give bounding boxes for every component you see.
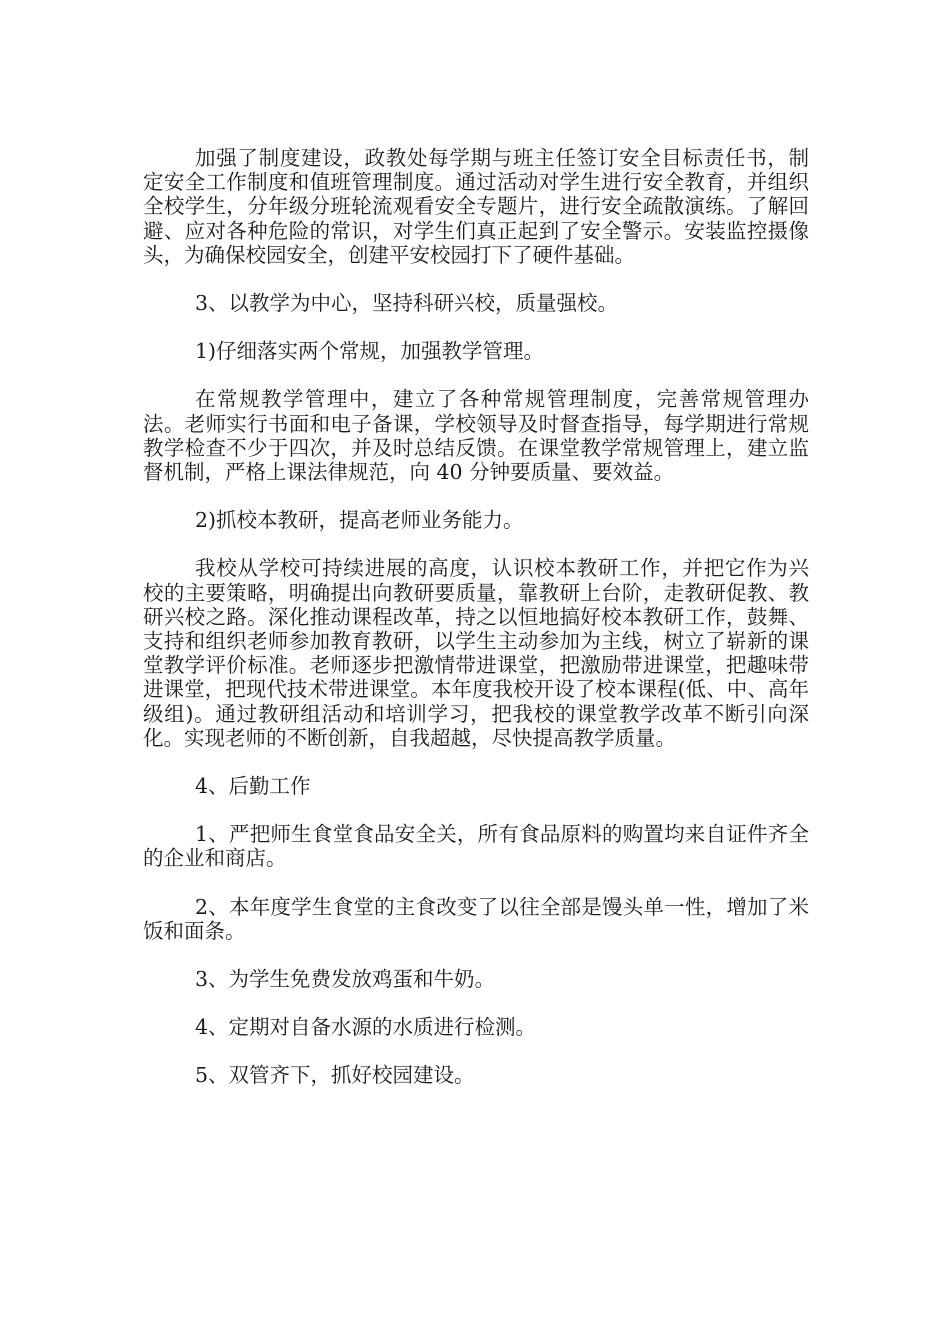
paragraph-routine-management: 在常规教学管理中，建立了各种常规管理制度，完善常规管理办法。老师实行书面和电子备课，学校领导及时督查指导，每学期进行常规教学检查不少于四次，并及时总结反馈。在课堂教学常规管理上，建立监督机制，严格上课法律规范，向 40 分钟要质量、要效益。 [143,387,809,485]
document-body [143,146,809,1112]
paragraph-school-research: 我校从学校可持续进展的高度，认识校本教研工作，并把它作为兴校的主要策略，明确提出向教研要质量，靠教研上台阶，走教研促教、教研兴校之路。深化推动课程改革，持之以恒地搞好校本教研工作，鼓舞、支持和组织老师参加教育教研，以学生主动参加为主线，树立了崭新的课堂教学评价标准。老师逐步把激情带进课堂，把激励带进课堂，把趣味带进课堂，把现代技术带进课堂。本年度我校开设了校本课程(低、中、高年级组)。通过教研组活动和培训学习，把我校的课堂教学改革不断引向深化。实现老师的不断创新，自我超越，尽快提高教学质量。 [143,556,809,750]
heading-two-routines: 1)仔细落实两个常规，加强教学管理。 [195,339,545,364]
heading-water-quality: 4、定期对自备水源的水质进行检测。 [195,1015,537,1040]
heading-campus-construction: 5、双管齐下，抓好校园建设。 [195,1063,475,1088]
heading-logistics: 4、后勤工作 [195,774,311,799]
paragraph-safety-system: 加强了制度建设，政教处每学期与班主任签订安全目标责任书，制定安全工作制度和值班管理制度。通过活动对学生进行安全教育，并组织全校学生，分年级分班轮流观看安全专题片，进行安全疏散演练。了解回避、应对各种危险的常识，对学生们真正起到了安全警示。安装监控摄像头，为确保校园安全，创建平安校园打下了硬件基础。 [143,146,809,267]
paragraph-food-safety: 1、严把师生食堂食品安全关，所有食品原料的购置均来自证件齐全的企业和商店。 [143,822,809,871]
heading-eggs-milk: 3、为学生免费发放鸡蛋和牛奶。 [195,967,496,992]
heading-school-research: 2)抓校本教研，提高老师业务能力。 [195,508,524,533]
heading-teaching-center: 3、以教学为中心，坚持科研兴校，质量强校。 [195,291,619,316]
paragraph-staple-food: 2、本年度学生食堂的主食改变了以往全部是馒头单一性，增加了米饭和面条。 [143,894,809,943]
